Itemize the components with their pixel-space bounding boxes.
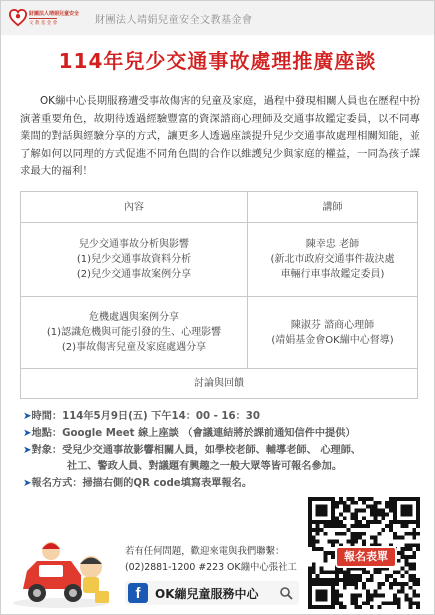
col-header-speaker: 講師 [248,192,418,223]
row2-speaker-cell [248,297,418,369]
row1-content-cell [21,223,248,297]
row1-speaker-cell [248,223,418,297]
table-row [21,297,418,369]
table-row [21,369,418,399]
header-bar [1,1,434,35]
signup-value: 掃描右側的QR code填寫表單報名。 [82,478,253,489]
search-icon [279,586,293,600]
row1-speaker-name: 陳幸忠 老師 [305,239,360,250]
facebook-page-name: OK繃兒童服務中心 [155,587,259,601]
row1-item2: (2)兒少交通事故案例分享 [76,269,192,280]
page-title: 114年兒少交通事故處理推廣座談 [58,49,377,73]
contact-info [125,544,297,576]
target-line [23,443,361,459]
children-scooter-illustration [9,531,114,609]
facebook-icon: f [128,583,148,603]
org-name: 財團法人靖娟兒童安全文教基金會 [95,15,253,26]
place-value: Google Meet 線上座談 （會議連結將於課前通知信件中提供） [62,428,356,439]
target-line-2: 社工、警政人員、對議題有興趣之一般大眾等皆可報名參加。 [67,461,343,472]
row1-topic: 兒少交通事故分析與影響 [79,239,189,250]
table-row [21,223,418,297]
row1-speaker-title1: (新北市政府交通事件裁決處 [270,254,395,265]
place-label: 地點： [31,428,63,439]
logo-line1: 財團法人靖娟兒童安全 [29,11,80,17]
place-line [23,426,356,442]
row2-item1: (1)認識危機與可能引發的生、心理影響 [46,327,222,338]
arrow-marker-icon: ➤ [23,445,32,456]
foundation-logo [9,7,83,31]
intro-paragraph: OK繃中心長期服務遭受事故傷害的兒童及家庭，過程中發現相關人員也在歷程中扮演著重要角色，故期待透過經驗豐富的資深諮商心理師及交通事故鑑定委員，以不同專業間的對話與經驗分享的方式，讓更多人透過座談提升兒少交通事故處理相關知能，並了解如何以同理的方式促進不同角色間的合作以維護兒少與家庭的權益，一同為孩子謀求最大的福利！ [20,95,420,177]
contact-line2: (02)2881-1200 #223 OK繃中心張社工 [125,562,297,573]
col-header-content: 內容 [21,192,248,223]
signup-line [23,476,252,492]
arrow-marker-icon: ➤ [23,478,32,489]
table-header-row [21,192,418,223]
facebook-page-link[interactable] [125,581,299,605]
time-label: 時間： [31,411,63,422]
heart-logo-icon [9,9,27,27]
signup-label: 報名方式： [31,478,83,489]
arrow-marker-icon: ➤ [23,428,32,439]
row2-speaker-name: 陳淑芬 諮商心理師 [290,319,375,331]
signup-form-badge: 報名表單 [335,546,397,568]
agenda-table [20,191,418,399]
row3-discussion-cell: 討論與回饋 [21,369,418,399]
contact-line1: 若有任何問題，歡迎來電與我們聯繫： [125,546,285,557]
arrow-marker-icon: ➤ [23,411,32,422]
row1-speaker-title2: 車輛行車事故鑑定委員) [280,269,385,280]
target-value: 受兒少交通事故影響相關人員，如學校老師、輔導老師、 心理師、 [62,445,362,456]
row1-item1: (1)兒少交通事故資料分析 [76,254,192,265]
target-label: 對象： [31,445,63,456]
row2-speaker-title: (靖娟基金會OK繃中心督導) [271,334,394,346]
time-value: 114年5月9日(五) 下午14：00 - 16：30 [62,411,260,422]
row2-item2: (2)事故傷害兒童及家庭處遇分享 [61,342,207,353]
logo-line2: 文 教 基 金 會 [29,18,57,26]
row2-content-cell [21,297,248,369]
time-line [23,409,260,425]
row2-topic: 危機處遇與案例分享 [89,312,179,323]
